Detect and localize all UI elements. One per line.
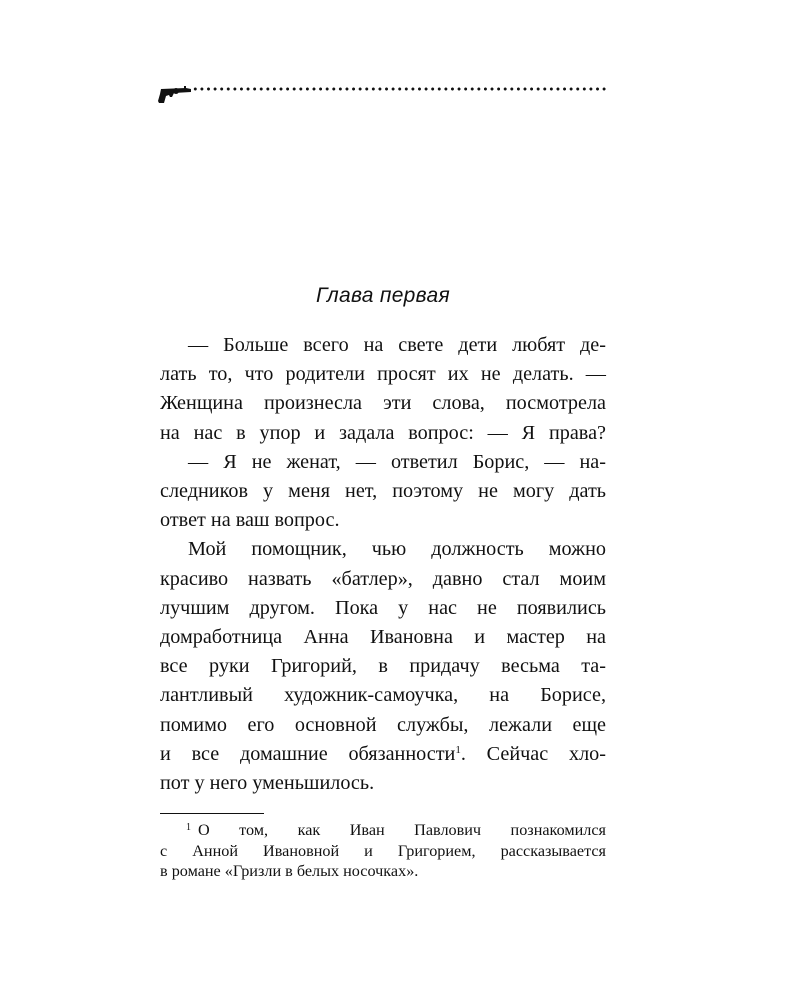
text-line: красиво назвать «батлер», давно стал моим [160, 567, 606, 590]
text-segment: . Сейчас хло- [460, 742, 606, 765]
paragraph [160, 331, 606, 448]
text-line [160, 769, 606, 798]
chapter-title: Глава первая [316, 284, 450, 307]
text-line: на нас в упор и задала вопрос: — Я права? [160, 421, 606, 444]
footnote-reference[interactable]: 1 [455, 743, 461, 756]
text-segment: пот [160, 772, 190, 795]
revolver-icon [158, 80, 192, 104]
footnote [160, 820, 606, 882]
text-line: следников у меня нет, поэтому не могу дать [160, 480, 606, 503]
header-ornament [158, 76, 608, 106]
body-text [160, 331, 606, 798]
dotted-rule [192, 86, 606, 92]
footnote-line [160, 820, 606, 841]
footnote-separator [160, 813, 264, 814]
text-line: ответ на ваш вопрос. [160, 509, 340, 532]
text-segment: О том, как Иван Павлович познакомился [198, 821, 606, 839]
paragraph [160, 535, 606, 798]
text-line: домработница Анна Ивановна и мастер на [160, 626, 606, 649]
text-line: лать то, что родители просят их не делать. — [160, 363, 606, 386]
text-line: Мой помощник, чью должность можно [188, 538, 606, 561]
footnote-line: с Анной Ивановной и Григорием, рассказывается [160, 841, 606, 860]
text-line: лучшим другом. Пока у нас не появились [160, 596, 606, 619]
footnote-marker: 1 [186, 822, 191, 833]
text-line: все руки Григорий, в придачу весьма та- [160, 655, 606, 678]
text-line [160, 740, 606, 769]
text-line: — Я не женат, — ответил Борис, — на- [188, 450, 606, 473]
text-segment: и все домашние обязанности [160, 742, 456, 765]
text-line: помимо его основной службы, лежали еще [160, 713, 606, 736]
text-line: Женщина произнесла эти слова, посмотрела [160, 392, 606, 415]
text-line: лантливый художник-самоучка, на Борисе, [160, 684, 606, 707]
footnote-line: в романе «Гризли в белых носочках». [160, 862, 419, 880]
text-segment: у него уменьшилось. [194, 772, 375, 795]
text-line: — Больше всего на свете дети любят де- [188, 334, 606, 356]
paragraph [160, 448, 606, 536]
